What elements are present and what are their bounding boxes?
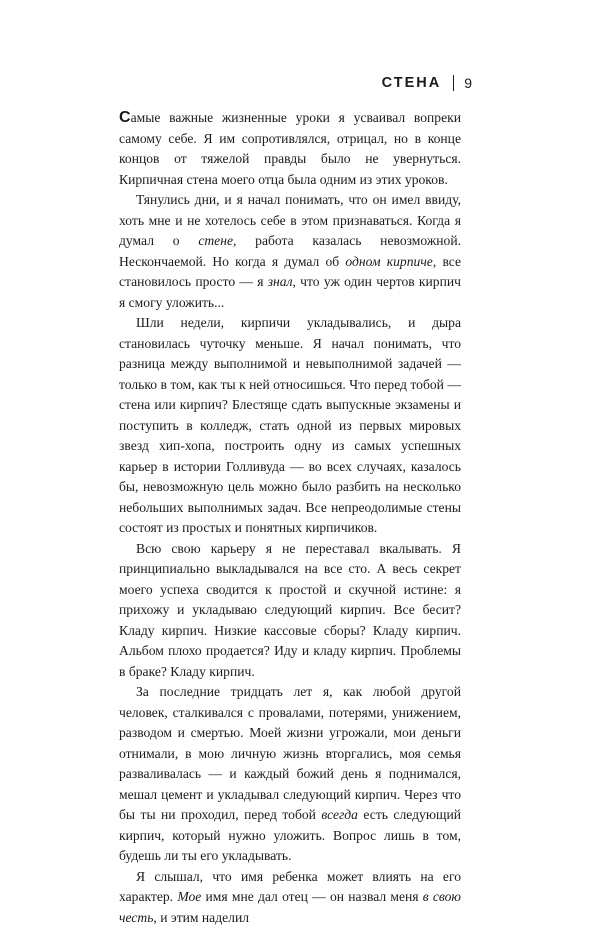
paragraph-3: Шли недели, кирпичи укладывались, и дыра становилась чуточку меньше. Я начал понимать, что разница между выполнимой и невыполнимой задачей — только в том, как ты к ней относишься. Что перед тобой — стена или кирпич? Блестяще сдать выпускные экзамены и поступить в колледж, стать одной из первых мировых звезд хип-хопа, построить одну из самых успешных карьер в истории Голливуда — во всех случаях, казалось бы, невозможную цель можно было разбить на несколько небольших выполнимых задач. Все непреодолимые стены состоят из простых и понятных кирпичиков. (119, 313, 461, 539)
paragraph-5: За последние тридцать лет я, как любой другой человек, сталкивался с провалами, потерями, унижением, разводом и смертью. Моей жизни угрожали, мои деньги отнимали, в мою личную жизнь вторгались, моя семья разваливалась — и каждый божий день я поднимался, мешал цемент и укладывал следующий кирпич. Через что бы ты ни проходил, перед тобой всегда есть следующий кирпич, который нужно уложить. Вопрос лишь в том, будешь ли ты его укладывать. (119, 682, 461, 867)
drop-cap-letter: С (119, 109, 131, 126)
emphasis: в свою честь (119, 889, 461, 925)
paragraph-6: Я слышал, что имя ребенка может влиять на его характер. Мое имя мне дал отец — он назвал меня в свою честь, и этим наделил (119, 867, 461, 928)
paragraph-4: Всю свою карьеру я не переставал вкалывать. Я принципиально выкладывался на все сто. А весь секрет моего успеха сводится к простой и скучной истине: я прихожу и укладываю следующий кирпич. Все бесит? Кладу кирпич. Низкие кассовые сборы? Кладу кирпич. Альбом плохо продается? Иду и кладу кирпич. Проблемы в браке? Кладу кирпич. (119, 539, 461, 683)
emphasis: Мое (177, 889, 201, 904)
paragraph-1: Самые важные жизненные уроки я усваивал вопреки самому себе. Я им сопротивлялся, отрицал, но в конце концов от тяжелой правды было не увернуться. Кирпичная стена моего отца была одним из этих уроков. (119, 108, 461, 190)
running-head (382, 73, 472, 93)
emphasis: одном кирпиче (345, 254, 432, 269)
header-separator (453, 75, 454, 91)
paragraph-2: Тянулись дни, и я начал понимать, что он имел ввиду, хоть мне и не хотелось себе в этом признаваться. Когда я думал о стене, работа казалась невозможной. Нескончаемой. Но когда я думал об одном кирпиче, все становилось просто — я знал, что уж один чертов кирпич я смогу уложить... (119, 190, 461, 313)
emphasis: всегда (321, 807, 358, 822)
page-number: 9 (464, 75, 472, 91)
chapter-title: СТЕНА (382, 75, 442, 91)
emphasis: знал (268, 274, 293, 289)
emphasis: стене (198, 233, 233, 248)
body-text (119, 108, 461, 928)
